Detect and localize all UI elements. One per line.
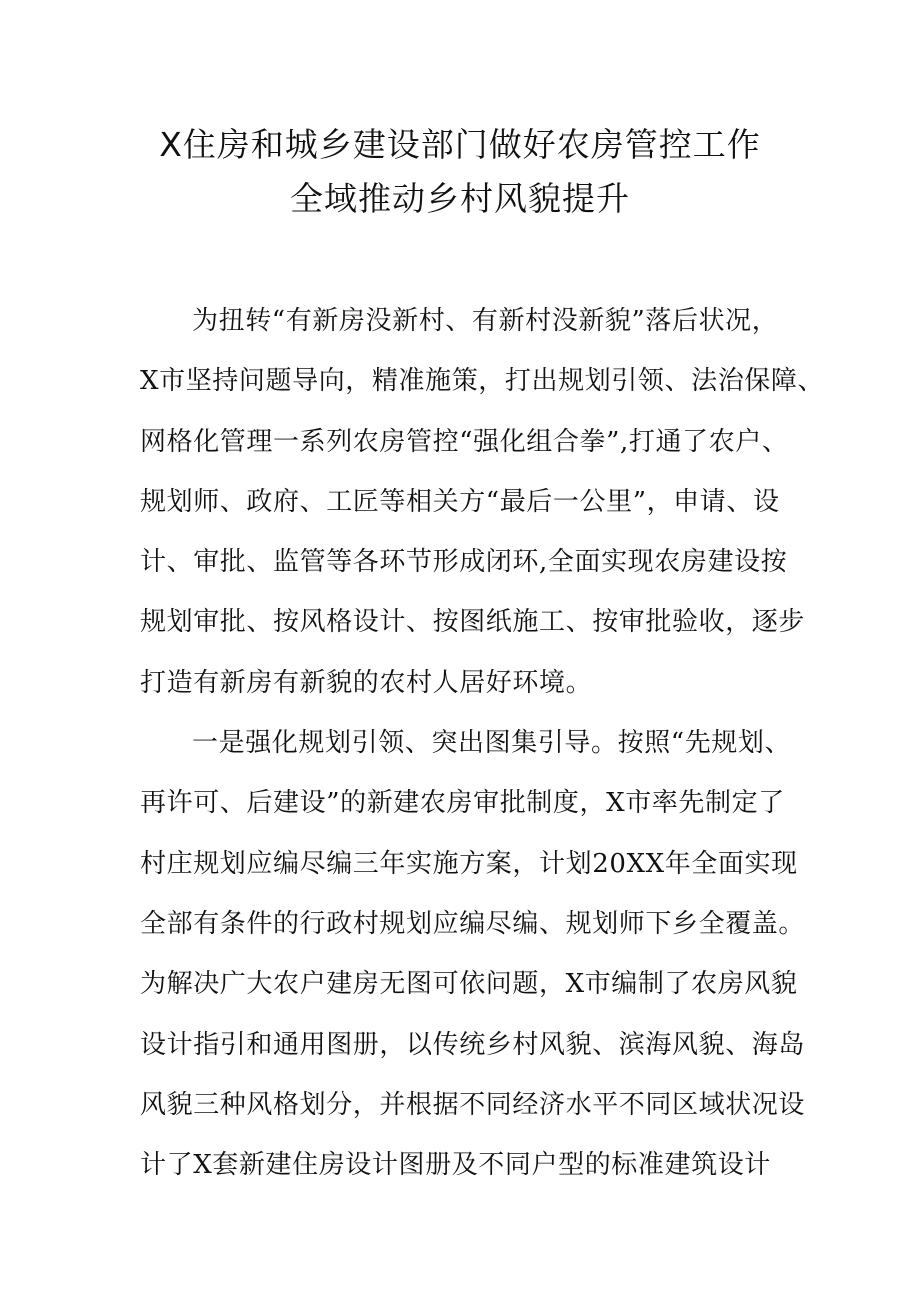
paragraph-line: 网格化管理一系列农房管控“强化组合拳”,打通了农户、 <box>140 426 789 457</box>
paragraph-line: 风貌三种风格划分，并根据不同经济水平不同区域状况设 <box>140 1089 806 1120</box>
title-line-2: 全域推动乡村风貌提升 <box>290 179 630 218</box>
document-title <box>0 118 920 226</box>
paragraph-line: 打造有新房有新貌的农村人居好环境。 <box>140 667 593 698</box>
paragraph-line: 计了X套新建住房设计图册及不同户型的标准建筑设计 <box>140 1150 771 1181</box>
paragraph-line: 一是强化规划引领、突出图集引导。按照“先规划、 <box>192 728 792 759</box>
paragraph-line: 为解决广大农户建房无图可依问题，X市编制了农房风貌 <box>140 969 798 1000</box>
paragraph-line: 再许可、后建设”的新建农房审批制度，X市率先制定了 <box>140 788 785 819</box>
paragraph-line: 为扭转“有新房没新村、有新村没新貌”落后状况， <box>192 306 779 336</box>
paragraph-1 <box>140 291 825 713</box>
paragraph-line: 全部有条件的行政村规划应编尽编、规划师下乡全覆盖。 <box>140 908 806 939</box>
paragraph-2 <box>140 713 804 1195</box>
title-line-1: X住房和城乡建设部门做好农房管控工作 <box>159 125 761 164</box>
paragraph-line: 设计指引和通用图册，以传统乡村风貌、滨海风貌、海岛 <box>140 1029 806 1060</box>
document-body <box>140 291 825 1195</box>
paragraph-line: 村庄规划应编尽编三年实施方案，计划20XX年全面实现 <box>140 848 798 879</box>
paragraph-line: 规划师、政府、工匠等相关方“最后一公里”，申请、设 <box>140 486 780 517</box>
paragraph-line: 计、审批、监管等各环节形成闭环,全面实现农房建设按 <box>140 547 788 578</box>
paragraph-line: X市坚持问题导向，精准施策，打出规划引领、法治保障、 <box>140 366 825 397</box>
paragraph-line: 规划审批、按风格设计、按图纸施工、按审批验收，逐步 <box>140 607 806 638</box>
